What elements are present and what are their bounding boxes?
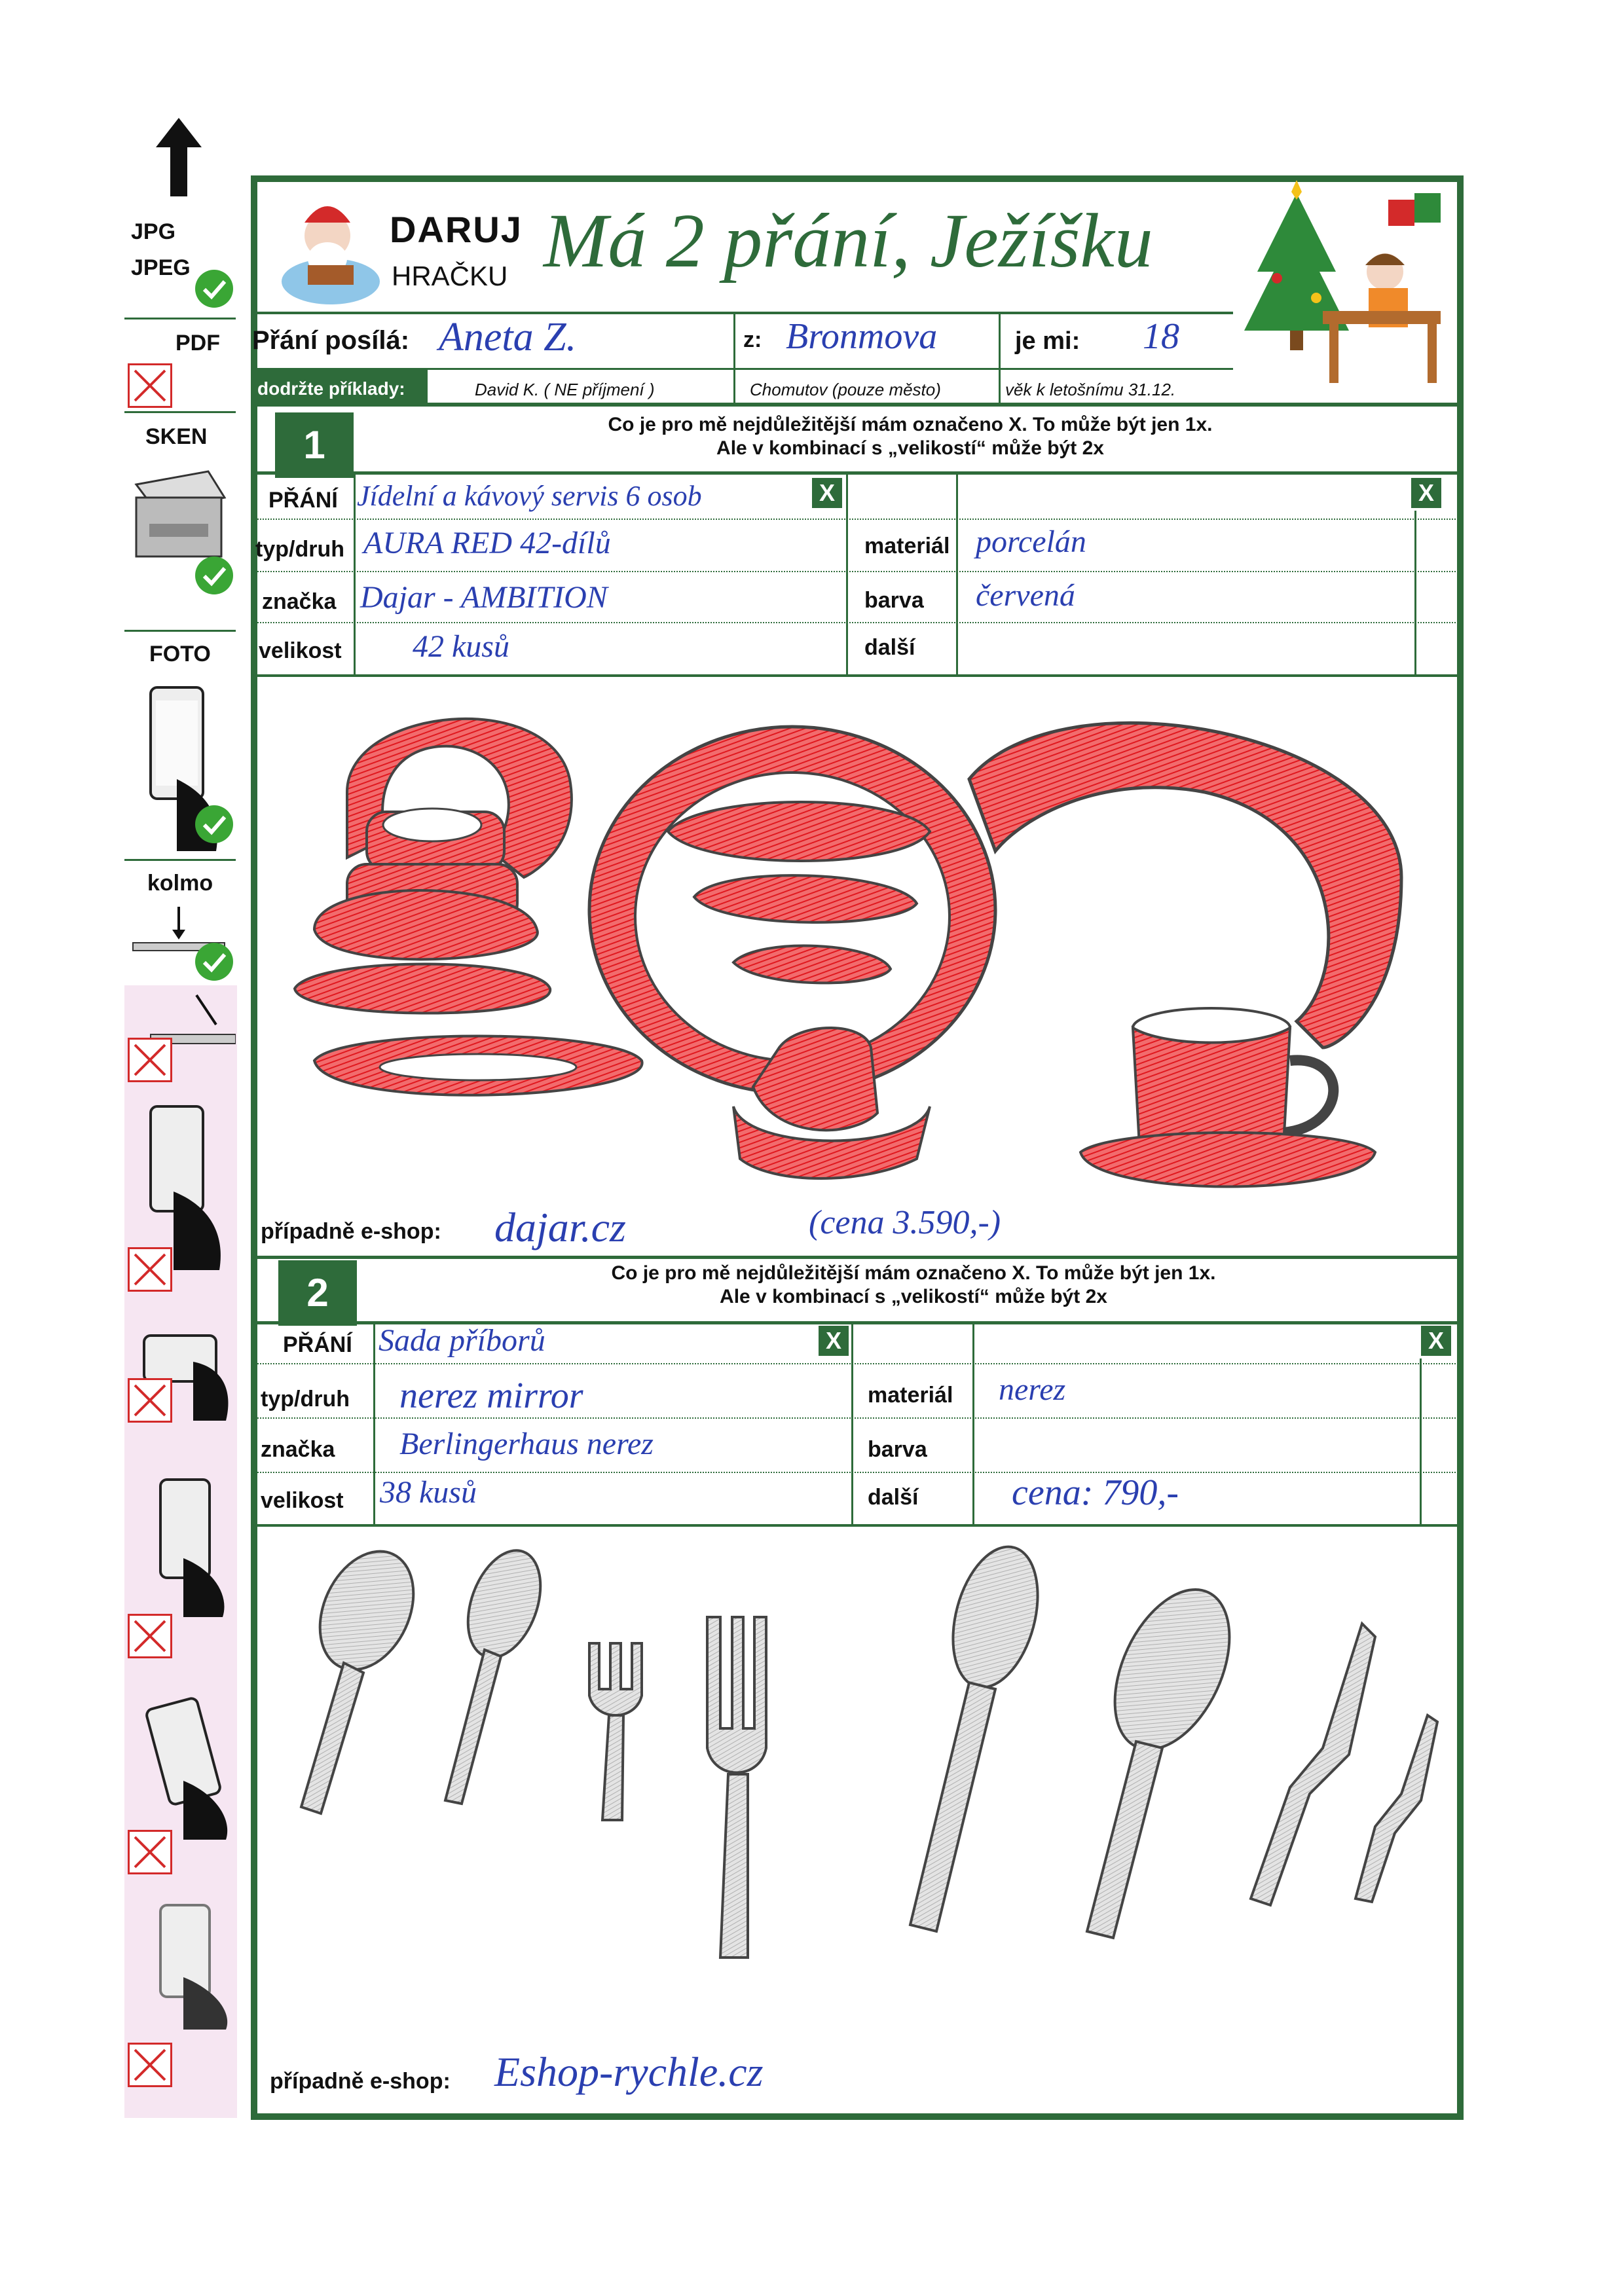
kolmo-label: kolmo — [147, 871, 213, 896]
wish2-prani-label: PŘÁNÍ — [283, 1332, 352, 1357]
jpg-label: JPG — [131, 219, 176, 244]
wish1-instruction-line1: Co je pro mě nejdůležitější mám označeno X. To může být jen 1x. — [608, 414, 1213, 435]
sken-label: SKEN — [145, 424, 208, 449]
sender-label: Přání posílá: — [252, 326, 410, 355]
wish2-row-divider — [255, 1472, 1460, 1473]
wish1-eshop-value[interactable]: dajar.cz — [494, 1204, 626, 1250]
wish2-znacka-value[interactable]: Berlingerhaus nerez — [399, 1427, 654, 1461]
wish2-velikost-label: velikost — [261, 1488, 344, 1513]
sidebar-divider — [124, 318, 236, 319]
examples-label: dodržte příklady: — [257, 378, 405, 399]
scanner-icon — [130, 458, 228, 563]
example-city: Chomutov (pouze město) — [750, 380, 941, 399]
wish1-material-value[interactable]: porcelán — [976, 524, 1086, 559]
wish1-left-x-mark[interactable]: X — [812, 478, 842, 508]
wish1-price-value[interactable]: (cena 3.590,-) — [809, 1204, 1001, 1241]
santa-logo-icon — [278, 196, 383, 308]
wish1-table-bottom — [251, 674, 1464, 677]
wish2-barva-label: barva — [868, 1437, 927, 1462]
wish2-prani-value[interactable]: Sada příborů — [378, 1323, 545, 1358]
wish2-typ-label: typ/druh — [261, 1387, 350, 1412]
wish1-col-divider — [846, 475, 848, 674]
tilted-cross-icon — [128, 1247, 172, 1292]
wish1-row-divider — [255, 622, 1460, 623]
from-col-divider — [999, 312, 1001, 403]
sender-col-divider — [733, 312, 735, 403]
wish2-velikost-value[interactable]: 38 kusů — [380, 1475, 477, 1510]
sender-value[interactable]: Aneta Z. — [439, 315, 577, 359]
wish2-typ-value[interactable]: nerez mirror — [399, 1376, 583, 1416]
from-value[interactable]: Bronmova — [786, 316, 938, 357]
wish1-velikost-label: velikost — [259, 638, 342, 663]
tilted-phone-icon — [134, 1100, 232, 1270]
page-title: Má 2 přání, Ježíšku — [544, 198, 1153, 283]
wish1-znacka-value[interactable]: Dajar - AMBITION — [360, 580, 608, 615]
header-bottom-line — [251, 403, 1464, 407]
sken-check-icon — [195, 556, 233, 594]
wish1-typ-value[interactable]: AURA RED 42-dílů — [363, 526, 611, 560]
wish2-number: 2 — [278, 1260, 357, 1326]
wish2-material-label: materiál — [868, 1383, 953, 1408]
wish1-barva-label: barva — [864, 588, 924, 613]
wish1-instruction-line2: Ale v kombinací s „velikostí“ může být 2x — [716, 437, 1104, 459]
wish2-material-value[interactable]: nerez — [999, 1372, 1066, 1407]
wish1-table-top — [251, 471, 1464, 475]
pdf-cross-icon — [128, 363, 172, 408]
wish2-col-divider — [851, 1324, 853, 1524]
wish1-material-label: materiál — [864, 534, 950, 558]
wish1-eshop-label: případně e-shop: — [261, 1219, 441, 1244]
rotated-phone-icon — [138, 1689, 236, 1840]
far-phone-icon — [138, 1473, 236, 1617]
example-age: věk k letošnímu 31.12. — [1005, 380, 1176, 399]
wish2-dalsi-label: další — [868, 1485, 919, 1510]
wish1-typ-label: typ/druh — [255, 537, 344, 562]
wish1-col-divider — [956, 475, 958, 674]
sidebar-divider — [124, 859, 236, 861]
wish1-right-x-mark[interactable]: X — [1411, 478, 1441, 508]
wish1-row-divider — [255, 519, 1460, 520]
wish2-right-x-mark[interactable]: X — [1421, 1326, 1451, 1356]
wish1-bottom-line — [251, 1256, 1464, 1259]
wish2-dalsi-value[interactable]: cena: 790,- — [1012, 1472, 1179, 1513]
kolmo-check-icon — [195, 943, 233, 981]
wish2-col-divider — [972, 1324, 974, 1524]
far-cross-icon — [128, 1614, 172, 1658]
wish2-col-divider — [1420, 1358, 1422, 1524]
wish2-instruction-line1: Co je pro mě nejdůležitější mám označeno X. To může být jen 1x. — [611, 1262, 1216, 1284]
wish2-left-x-mark[interactable]: X — [819, 1326, 849, 1356]
wish1-row-divider — [255, 571, 1460, 572]
wish2-znacka-label: značka — [261, 1437, 335, 1462]
wish1-velikost-value[interactable]: 42 kusů — [413, 629, 509, 664]
wish1-barva-value[interactable]: červená — [976, 578, 1075, 613]
wish1-number: 1 — [275, 412, 354, 478]
angle-cross-icon — [128, 1038, 172, 1082]
wish2-eshop-value[interactable]: Eshop-rychle.cz — [494, 2049, 764, 2095]
wish2-col-divider — [373, 1324, 375, 1524]
header-divider — [251, 312, 1233, 314]
landscape-cross-icon — [128, 1378, 172, 1423]
blurred-cross-icon — [128, 2043, 172, 2087]
wish2-row-divider — [255, 1417, 1460, 1419]
sidebar-divider — [124, 411, 236, 413]
christmas-tree-child-icon — [1231, 180, 1454, 403]
wish2-eshop-label: případně e-shop: — [270, 2069, 451, 2094]
foto-label: FOTO — [149, 642, 211, 666]
blurred-phone-icon — [141, 1899, 239, 2030]
jpg-check-icon — [195, 270, 233, 308]
age-value[interactable]: 18 — [1143, 316, 1179, 357]
wish1-col-divider — [354, 475, 356, 674]
wish1-dalsi-label: další — [864, 635, 915, 660]
wish1-col-divider — [1414, 511, 1416, 674]
foto-check-icon — [195, 805, 233, 843]
age-label: je mi: — [1015, 327, 1080, 355]
wish2-table-bottom — [251, 1524, 1464, 1527]
rotated-cross-icon — [128, 1830, 172, 1874]
jpeg-label: JPEG — [131, 255, 191, 280]
from-label: z: — [743, 327, 762, 352]
wish2-row-divider — [255, 1363, 1460, 1364]
example-name: David K. ( NE příjmení ) — [475, 380, 655, 399]
logo-daruj: DARUJ — [390, 209, 523, 250]
wish1-znacka-label: značka — [262, 589, 337, 614]
wish1-prani-value[interactable]: Jídelní a kávový servis 6 osob — [357, 480, 702, 512]
wish1-prani-label: PŘÁNÍ — [268, 488, 338, 513]
wish1-drawing-porcelain-set — [275, 681, 1441, 1192]
wish2-drawing-cutlery-set — [288, 1532, 1441, 2003]
pdf-label: PDF — [175, 331, 220, 355]
up-arrow-icon — [156, 118, 202, 196]
wish2-instruction-line2: Ale v kombinací s „velikostí“ může být 2x — [720, 1286, 1107, 1307]
logo-hracku: HRAČKU — [392, 261, 508, 291]
sidebar-divider — [124, 630, 236, 632]
